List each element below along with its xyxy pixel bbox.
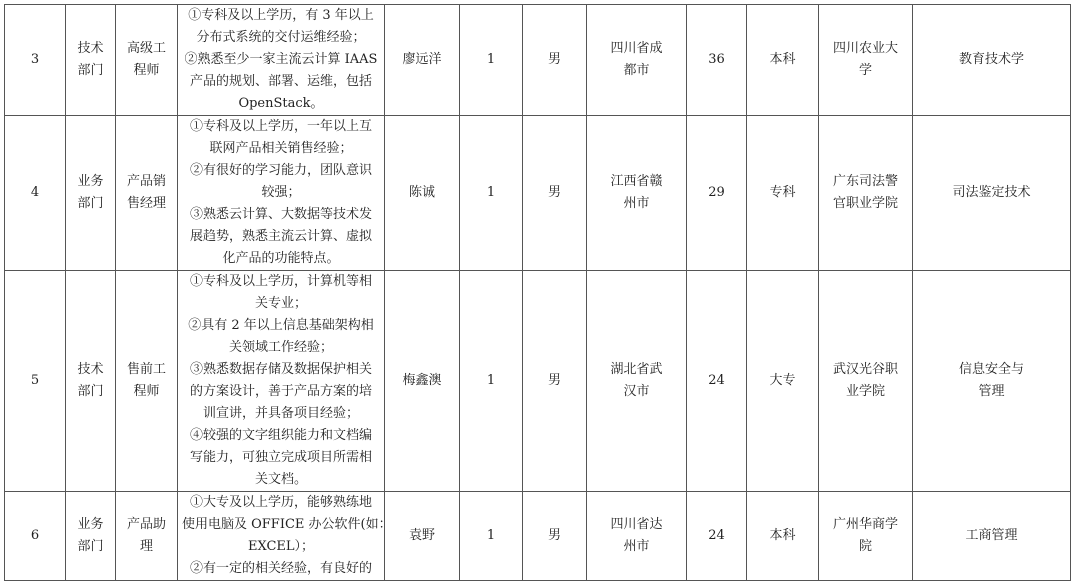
position: 产品助理 — [116, 492, 178, 581]
table-row — [5, 492, 1071, 581]
department: 技术部门 — [66, 5, 116, 116]
school: 四川农业大学 — [819, 5, 913, 116]
requirement-line: ②熟悉至少一家主流云计算 IAAS — [184, 52, 378, 67]
requirement-line: 展趋势，熟悉主流云计算、虚拟 — [189, 229, 372, 244]
gender: 男 — [523, 116, 587, 271]
requirement-line: ①专科及以上学历，有 3 年以上 — [188, 8, 374, 23]
requirement-line: 关文档。 — [254, 472, 307, 487]
origin: 四川省达州市 — [587, 492, 687, 581]
origin: 四川省成都市 — [587, 5, 687, 116]
candidate-name: 陈诚 — [385, 116, 460, 271]
requirement-line: 写能力，可独立完成项目所需相 — [189, 450, 372, 465]
requirements — [178, 5, 385, 116]
headcount: 1 — [460, 116, 523, 271]
requirement-line: 使用电脑及 OFFICE 办公软件(如： — [182, 517, 392, 532]
gender: 男 — [523, 492, 587, 581]
requirement-line: ③熟悉数据存储及数据保护相关 — [189, 362, 372, 377]
requirement-line: OpenStack。 — [238, 96, 324, 111]
row-number: 6 — [5, 492, 66, 581]
age: 29 — [687, 116, 747, 271]
school: 武汉光谷职业学院 — [819, 271, 913, 492]
school: 广州华商学院 — [819, 492, 913, 581]
requirement-line: ④较强的文字组织能力和文档编 — [189, 428, 372, 443]
gender: 男 — [523, 271, 587, 492]
origin: 江西省赣州市 — [587, 116, 687, 271]
requirements — [178, 271, 385, 492]
candidate-name: 袁野 — [385, 492, 460, 581]
major: 司法鉴定技术 — [913, 116, 1071, 271]
department: 业务部门 — [66, 116, 116, 271]
requirement-line: EXCEL）； — [247, 539, 315, 554]
education: 专科 — [747, 116, 819, 271]
requirement-line: 产品的规划、部署、运维，包括 — [189, 74, 372, 89]
school: 广东司法警官职业学院 — [819, 116, 913, 271]
education: 本科 — [747, 492, 819, 581]
requirement-line: 关领域工作经验； — [228, 340, 333, 355]
candidate-name: 廖远洋 — [385, 5, 460, 116]
requirement-line: 的方案设计，善于产品方案的培 — [189, 384, 372, 399]
requirement-line: ②有很好的学习能力，团队意识 — [189, 163, 372, 178]
education: 本科 — [747, 5, 819, 116]
requirement-line: 训宣讲，并具备项目经验； — [202, 406, 359, 421]
requirement-line: 较强； — [261, 185, 301, 200]
major: 教育技术学 — [913, 5, 1071, 116]
origin: 湖北省武汉市 — [587, 271, 687, 492]
major: 信息安全与管理 — [913, 271, 1071, 492]
requirement-line: 关专业； — [254, 296, 307, 311]
row-number: 5 — [5, 271, 66, 492]
table-row — [5, 271, 1071, 492]
requirement-line: ③熟悉云计算、大数据等技术发 — [189, 207, 372, 222]
table-row — [5, 5, 1071, 116]
recruitment-table — [4, 4, 1071, 581]
requirement-line: ②有一定的相关经验，有良好的 — [189, 561, 372, 576]
requirement-line: ①专科及以上学历，计算机等相 — [189, 274, 372, 289]
position: 产品销售经理 — [116, 116, 178, 271]
requirements — [178, 492, 392, 581]
requirement-line: 分布式系统的交付运维经验； — [196, 30, 366, 45]
major: 工商管理 — [913, 492, 1071, 581]
age: 24 — [687, 492, 747, 581]
row-number: 4 — [5, 116, 66, 271]
position: 高级工程师 — [116, 5, 178, 116]
requirement-line: ②具有 2 年以上信息基础架构相 — [188, 318, 374, 333]
requirement-line: 联网产品相关销售经验； — [209, 141, 353, 156]
headcount: 1 — [460, 271, 523, 492]
headcount: 1 — [460, 492, 523, 581]
gender: 男 — [523, 5, 587, 116]
department: 技术部门 — [66, 271, 116, 492]
position: 售前工程师 — [116, 271, 178, 492]
requirement-line: ①专科及以上学历，一年以上互 — [189, 119, 372, 134]
table-row — [5, 116, 1071, 271]
education: 大专 — [747, 271, 819, 492]
candidate-name: 梅鑫澳 — [385, 271, 460, 492]
requirements — [178, 116, 385, 271]
age: 24 — [687, 271, 747, 492]
row-number: 3 — [5, 5, 66, 116]
requirement-line: ①大专及以上学历，能够熟练地 — [189, 495, 372, 510]
requirement-line: 化产品的功能特点。 — [222, 251, 340, 266]
headcount: 1 — [460, 5, 523, 116]
age: 36 — [687, 5, 747, 116]
department: 业务部门 — [66, 492, 116, 581]
